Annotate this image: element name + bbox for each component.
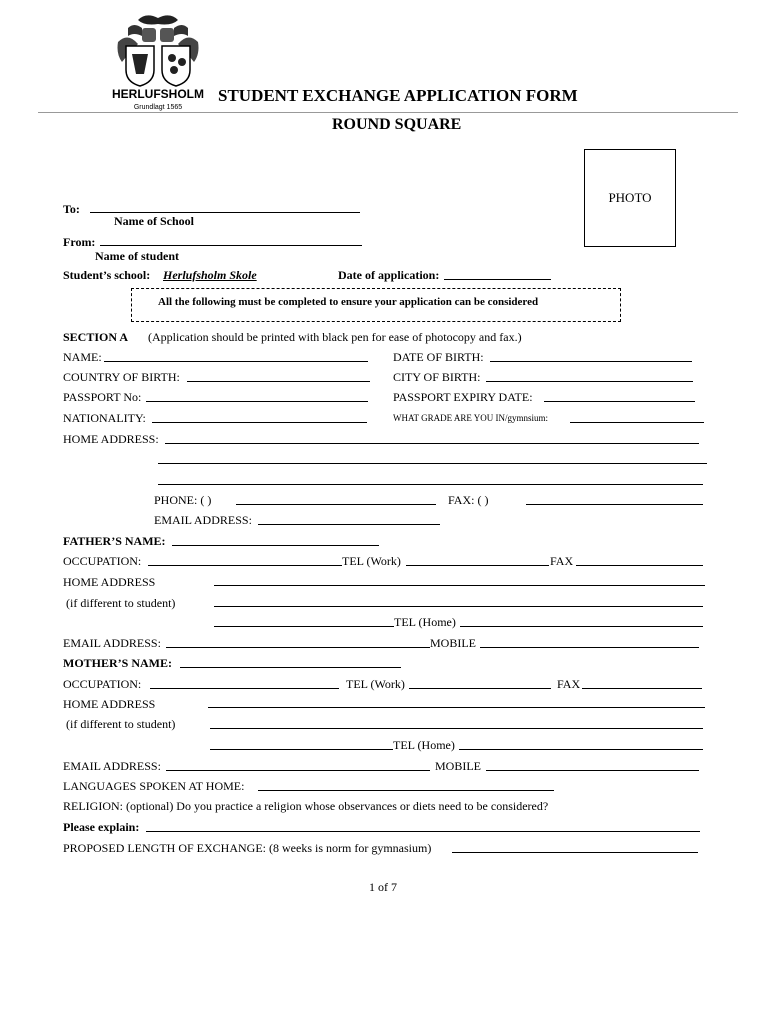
photo-box[interactable] (584, 149, 676, 247)
phone-label: PHONE: ( ) (154, 493, 212, 507)
from-label: From: (63, 235, 96, 249)
nationality-label: NATIONALITY: (63, 411, 146, 425)
mother-tel-work-label: TEL (Work) (346, 677, 405, 691)
fax-label: FAX: ( ) (448, 493, 489, 507)
mother-email-field[interactable] (166, 770, 430, 771)
father-home-address-label: HOME ADDRESS (63, 575, 156, 589)
languages-field[interactable] (258, 790, 554, 791)
languages-label: LANGUAGES SPOKEN AT HOME: (63, 779, 245, 793)
mother-mobile-field[interactable] (486, 770, 699, 771)
page-number: 1 of 7 (369, 880, 397, 894)
completion-notice (131, 288, 621, 322)
please-explain-field[interactable] (146, 831, 700, 832)
mothers-name-field[interactable] (180, 667, 401, 668)
name-field[interactable] (104, 361, 368, 362)
city-of-birth-label: CITY OF BIRTH: (393, 370, 481, 384)
father-email-label: EMAIL ADDRESS: (63, 636, 161, 650)
date-of-application-field[interactable] (444, 279, 551, 280)
grade-field[interactable] (570, 422, 704, 423)
fathers-name-field[interactable] (172, 545, 379, 546)
section-a-note: (Application should be printed with black pen for ease of photocopy and fax.) (148, 330, 522, 344)
students-school-label: Student’s school: (63, 268, 151, 282)
header-divider (38, 112, 738, 113)
father-tel-work-field[interactable] (406, 565, 549, 566)
proposed-length-field[interactable] (452, 852, 698, 853)
country-of-birth-label: COUNTRY OF BIRTH: (63, 370, 180, 384)
father-home-address-line-3[interactable] (214, 626, 394, 627)
mother-home-address-line-2[interactable] (210, 728, 703, 729)
father-tel-home-label: TEL (Home) (394, 615, 456, 629)
proposed-length-label: PROPOSED LENGTH OF EXCHANGE: (8 weeks is norm for gymnasium) (63, 841, 432, 855)
father-tel-home-field[interactable] (460, 626, 703, 627)
home-address-label: HOME ADDRESS: (63, 432, 159, 446)
mother-tel-home-field[interactable] (459, 749, 703, 750)
mother-home-address-line-3[interactable] (210, 749, 393, 750)
fathers-name-label: FATHER’S NAME: (63, 534, 166, 548)
mother-home-address-line-1[interactable] (208, 707, 705, 708)
from-student-field[interactable] (100, 245, 362, 246)
form-title: STUDENT EXCHANGE APPLICATION FORM (218, 86, 578, 105)
email-label: EMAIL ADDRESS: (154, 513, 252, 527)
home-address-line-3[interactable] (158, 484, 703, 485)
photo-label: PHOTO (608, 190, 652, 205)
phone-field[interactable] (236, 504, 436, 505)
passport-expiry-field[interactable] (544, 401, 695, 402)
father-fax-label: FAX (550, 554, 574, 568)
please-explain-label: Please explain: (63, 820, 140, 834)
mothers-name-label: MOTHER’S NAME: (63, 656, 172, 670)
passport-expiry-label: PASSPORT EXPIRY DATE: (393, 390, 533, 404)
mother-mobile-label: MOBILE (435, 759, 481, 773)
mother-if-different-label: (if different to student) (66, 717, 176, 731)
father-if-different-label: (if different to student) (66, 596, 176, 610)
father-occupation-label: OCCUPATION: (63, 554, 142, 568)
father-tel-work-label: TEL (Work) (342, 554, 401, 568)
nationality-field[interactable] (152, 422, 367, 423)
to-caption: Name of School (114, 214, 194, 228)
fax-field[interactable] (526, 504, 703, 505)
mother-occupation-field[interactable] (150, 688, 339, 689)
notice-text: All the following must be completed to ensure your application can be considered (158, 296, 539, 308)
name-label: NAME: (63, 350, 102, 364)
passport-no-label: PASSPORT No: (63, 390, 142, 404)
grade-label: WHAT GRADE ARE YOU IN/gymnsium: (393, 413, 548, 423)
email-field[interactable] (258, 524, 440, 525)
mother-email-label: EMAIL ADDRESS: (63, 759, 161, 773)
father-email-field[interactable] (166, 647, 430, 648)
section-a-heading: SECTION A (63, 330, 129, 344)
father-fax-field[interactable] (576, 565, 703, 566)
father-mobile-field[interactable] (480, 647, 699, 648)
herlufsholm-crest-logo (108, 12, 208, 112)
logo-founded-text: Grundlagt 1565 (133, 104, 183, 111)
students-school-value: Herlufsholm Skole (163, 268, 257, 282)
country-of-birth-field[interactable] (187, 381, 370, 382)
dob-label: DATE OF BIRTH: (393, 350, 484, 364)
mother-tel-home-label: TEL (Home) (393, 738, 455, 752)
mother-home-address-label: HOME ADDRESS (63, 697, 156, 711)
religion-question: RELIGION: (optional) Do you practice a religion whose observances or diets need to be considered? (63, 799, 549, 813)
logo-wordmark: HERLUFSHOLM (112, 87, 204, 101)
date-of-application-label: Date of application: (338, 268, 440, 282)
home-address-line-1[interactable] (165, 443, 699, 444)
to-school-field[interactable] (90, 212, 360, 213)
from-caption: Name of student (95, 249, 179, 263)
father-home-address-line-2[interactable] (214, 606, 703, 607)
mother-tel-work-field[interactable] (409, 688, 551, 689)
father-mobile-label: MOBILE (430, 636, 476, 650)
father-occupation-field[interactable] (148, 565, 342, 566)
to-label: To: (63, 202, 80, 216)
passport-no-field[interactable] (146, 401, 368, 402)
dob-field[interactable] (490, 361, 692, 362)
home-address-line-2[interactable] (158, 463, 707, 464)
father-home-address-line-1[interactable] (214, 585, 705, 586)
city-of-birth-field[interactable] (486, 381, 693, 382)
mother-fax-field[interactable] (582, 688, 702, 689)
mother-fax-label: FAX (557, 677, 581, 691)
form-subtitle: ROUND SQUARE (332, 116, 462, 133)
mother-occupation-label: OCCUPATION: (63, 677, 142, 691)
